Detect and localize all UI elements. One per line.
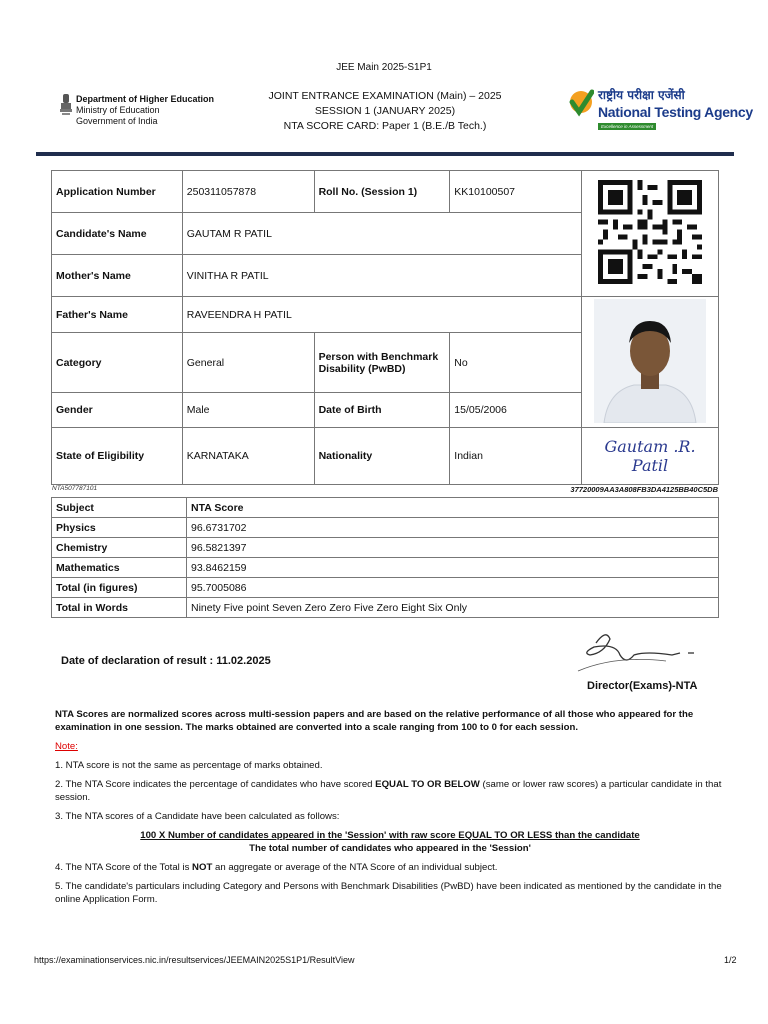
candidate-name-value: GAUTAM R PATIL [182, 213, 581, 255]
footer-url[interactable]: https://examinationservices.nic.in/resultservices/JEEMAIN2025S1P1/ResultView [34, 955, 355, 965]
app-number-label: Application Number [52, 171, 183, 213]
category-label: Category [52, 333, 183, 393]
roll-number-label: Roll No. (Session 1) [314, 171, 450, 213]
candidate-photo-icon [594, 299, 706, 423]
category-value: General [182, 333, 314, 393]
exam-title: JOINT ENTRANCE EXAMINATION (Main) – 2025 [268, 90, 502, 102]
gender-label: Gender [52, 393, 183, 428]
header-divider [36, 152, 734, 156]
formula-numerator: 100 X Number of candidates appeared in the 'Session' with raw score EQUAL TO OR LESS than the candidate [140, 830, 640, 841]
document-code: JEE Main 2025-S1P1 [336, 62, 432, 73]
subject-score: 93.8462159 [187, 558, 719, 578]
pwbd-value: No [450, 333, 582, 393]
gender-value: Male [182, 393, 314, 428]
note-2-emphasis: EQUAL TO OR BELOW [375, 779, 480, 790]
note-2-text: 2. The NTA Score indicates the percentage of candidates who have scored [55, 779, 376, 790]
mother-name-label: Mother's Name [52, 255, 183, 297]
candidate-info-table [51, 170, 719, 485]
dob-label: Date of Birth [314, 393, 450, 428]
subject-name: Physics [52, 518, 187, 538]
table-row [52, 297, 719, 333]
dob-value: 15/05/2006 [450, 393, 582, 428]
qr-code [582, 171, 719, 297]
table-row [52, 578, 719, 598]
nta-hindi-name: राष्ट्रीय परीक्षा एजेंसी [598, 88, 685, 102]
table-row [52, 518, 719, 538]
note-4 [55, 861, 725, 874]
subject-name: Total in Words [52, 598, 187, 618]
director-signature-icon [576, 625, 706, 677]
national-emblem-icon [58, 92, 74, 118]
candidate-signature-text: Gautam .R. Patil [604, 437, 696, 475]
nationality-label: Nationality [314, 428, 450, 485]
page-number: 1/2 [724, 955, 737, 965]
score-header: NTA Score [187, 498, 719, 518]
nta-tagline: Excellence in Assessment [598, 123, 656, 130]
state-label: State of Eligibility [52, 428, 183, 485]
note-2-text-end: (same or lower raw scores) a particular candidate in that session. [55, 779, 722, 803]
note-4-text-end: an aggregate or average of the NTA Score of an individual subject. [212, 862, 498, 873]
mother-name-value: VINITHA R PATIL [182, 255, 581, 297]
exam-session: SESSION 1 (JANUARY 2025) [314, 105, 456, 117]
scorecard-title: NTA SCORE CARD: Paper 1 (B.E./B Tech.) [283, 120, 487, 132]
subject-name: Total (in figures) [52, 578, 187, 598]
father-name-value: RAVEENDRA H PATIL [182, 297, 581, 333]
subject-score: Ninety Five point Seven Zero Zero Five Zero Eight Six Only [187, 598, 719, 618]
table-row [52, 598, 719, 618]
notes-intro: NTA Scores are normalized scores across multi-session papers and are based on the relative performance of all those who appeared for the examination in one session. The marks obtained are converted into a scale ranging from 100 to 0 for each session. [55, 709, 694, 733]
roll-number-value: KK10100507 [450, 171, 582, 213]
table-row [52, 171, 719, 213]
nta-formula [55, 829, 725, 855]
subject-score: 96.5821397 [187, 538, 719, 558]
note-label-wrap [55, 740, 725, 753]
note-1: 1. NTA score is not the same as percentage of marks obtained. [55, 760, 323, 771]
qr-code-icon [598, 180, 702, 284]
subject-header: Subject [52, 498, 187, 518]
nationality-value: Indian [450, 428, 582, 485]
ministry-name: Ministry of Education [76, 105, 160, 115]
dept-name: Department of Higher Education [76, 94, 215, 104]
candidate-photo [582, 297, 719, 428]
subject-name: Chemistry [52, 538, 187, 558]
app-number-value: 250311057878 [182, 171, 314, 213]
nta-logo-icon [568, 88, 594, 124]
director-title: Director(Exams)-NTA [587, 680, 698, 692]
declaration-date: Date of declaration of result : 11.02.2025 [61, 655, 271, 667]
note-5: 5. The candidate's particulars including Category and Persons with Benchmark Disabilities (PwBD) have been indicated as mentioned by the candidate in the online Application Form. [55, 881, 722, 905]
government-name: Government of India [76, 116, 158, 126]
subject-score: 95.7005086 [187, 578, 719, 598]
ministry-block [76, 94, 214, 127]
table-row [52, 558, 719, 578]
table-row [52, 538, 719, 558]
score-table [51, 497, 719, 618]
exam-heading [240, 89, 530, 134]
reference-id-right: 37720009AA3A808FB3DA4125BB40C5DB [570, 485, 718, 494]
nta-english-name: National Testing Agency [598, 104, 753, 120]
subject-score: 96.6731702 [187, 518, 719, 538]
candidate-name-label: Candidate's Name [52, 213, 183, 255]
formula-denominator: The total number of candidates who appeared in the 'Session' [249, 843, 531, 854]
candidate-signature [582, 428, 719, 485]
note-2 [55, 778, 725, 804]
note-3: 3. The NTA scores of a Candidate have been calculated as follows: [55, 811, 340, 822]
father-name-label: Father's Name [52, 297, 183, 333]
note-4-emphasis: NOT [192, 862, 213, 873]
table-row [52, 428, 719, 485]
table-row [52, 498, 719, 518]
pwbd-label: Person with Benchmark Disability (PwBD) [314, 333, 450, 393]
note-4-text: 4. The NTA Score of the Total is [55, 862, 193, 873]
notes-section [55, 708, 725, 912]
state-value: KARNATAKA [182, 428, 314, 485]
note-label: Note: [55, 741, 78, 752]
reference-id-left: NTA507787101 [52, 485, 98, 492]
subject-name: Mathematics [52, 558, 187, 578]
